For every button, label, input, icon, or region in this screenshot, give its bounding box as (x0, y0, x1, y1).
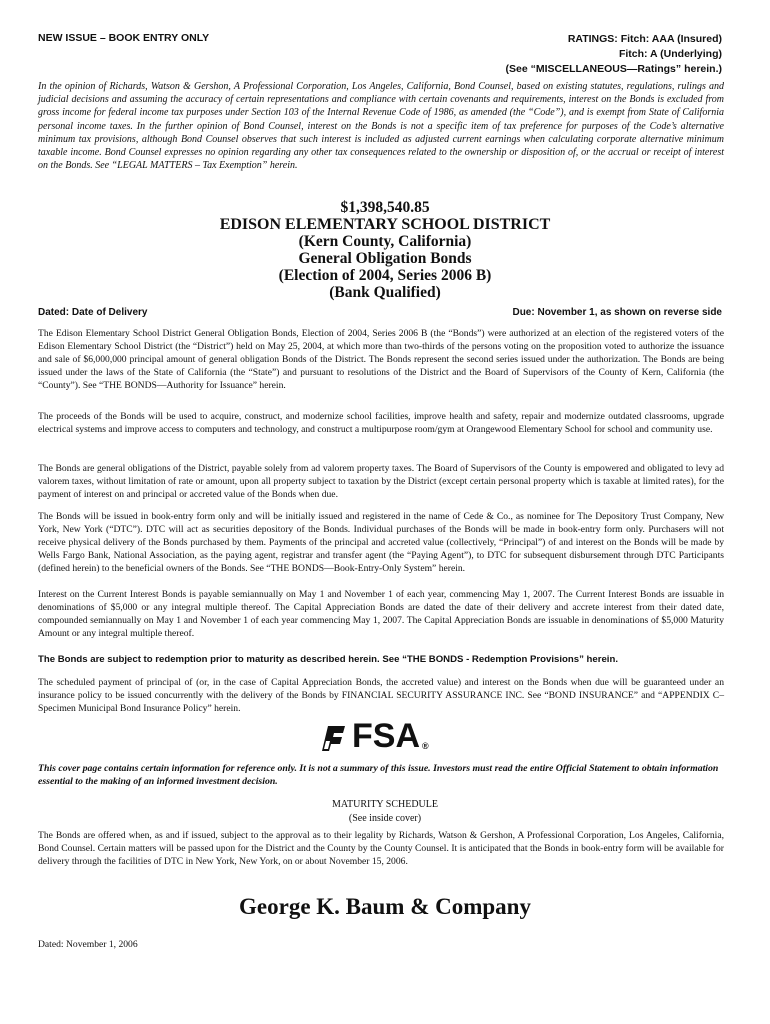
underwriter-name: George K. Baum & Company (239, 894, 531, 919)
dated-date: Dated: Date of Delivery (38, 307, 148, 318)
cover-page-note: This cover page contains certain information for reference only. It is not a summary of this issue. Investors must read the entire Official Statement to obtain information essential to the making of an informed investment decision. (38, 763, 719, 787)
fsa-logo (320, 719, 429, 753)
tax-opinion: In the opinion of Richards, Watson & Gershon, A Professional Corporation, Los Angeles, California, Bond Counsel, based on existing statutes, regulations, rulings and judicial decisions and assuming the accuracy of certain representations and compliance with certain covenants and requirements, interest on the Bonds is excluded from gross income for federal income tax purposes under Section 103 of the Internal Revenue Code of 1986, as amended (the “Code”), and is exempt from State of California personal income taxes. In the further opinion of Bond Counsel, interest on the Bonds is not a specific item of tax preference for purposes of the Code’s alternative minimum tax provisions, although Bond Counsel observes that such interest is included as adjusted current earnings when calculating corporate alternative minimum taxable income. Bond Counsel expresses no opinion regarding any other tax consequences related to the ownership or disposition of, or the accrual or receipt of interest on the Bonds. See “LEGAL MATTERS – Tax Exemption” herein. (38, 81, 724, 172)
security-paragraph: The Bonds are general obligations of the District, payable solely from ad valorem property taxes. The Board of Supervisors of the County is empowered and obligated to levy ad valorem taxes, without limitation of rate or amount, upon all property subject to taxation by the District (except certain personal property which is taxable at limited rates), for the payment of interest on and principal or accreted value of the Bonds when due. (38, 463, 724, 501)
book-entry-paragraph: The Bonds will be issued in book-entry form only and will be initially issued and registered in the name of Cede & Co., as nominee for The Depository Trust Company, New York, New York (“DTC”). DTC will act as securities depository of the Bonds. Individual purchases of the Bonds will be made in book-entry form only. Purchasers will not receive physical delivery of the Bonds purchased by them. Payments of the principal and accreted value (collectively, “Principal”) of and interest on the Bonds will be made by Wells Fargo Bank, National Association, as the paying agent, registrar and transfer agent (the “Paying Agent”), to DTC for subsequent disbursement through DTC Participants (defined herein) to the beneficial owners of the Bonds. See “THE BONDS—Book-Entry-Only System” herein. (38, 511, 724, 575)
bond-type: General Obligation Bonds (298, 250, 472, 267)
issue-amount: $1,398,540.85 (340, 199, 430, 216)
rating-underlying: Fitch: A (Underlying) (618, 48, 722, 60)
election-series: (Election of 2004, Series 2006 B) (278, 267, 492, 284)
county-name: (Kern County, California) (298, 233, 472, 250)
insurance-paragraph: The scheduled payment of principal of (or, in the case of Capital Appreciation Bonds, the accreted value) and interest on the Bonds when due will be guaranteed under an insurance policy to be issued concurrently with the delivery of the Bonds by FINANCIAL SECURITY ASSURANCE INC. See “BOND INSURANCE” and “APPENDIX C–Specimen Municipal Bond Insurance Policy” herein. (38, 677, 724, 715)
ratings-reference: (See “MISCELLANEOUS—Ratings” herein.) (505, 63, 722, 75)
redemption-paragraph: The Bonds are subject to redemption prior to maturity as described herein. See “THE BONDS - Redemption Provisions” herein. (38, 654, 619, 665)
due-date: Due: November 1, as shown on reverse side (512, 307, 722, 318)
interest-paragraph: Interest on the Current Interest Bonds is payable semiannually on May 1 and November 1 of each year, commencing May 1, 2007. The Current Interest Bonds are issuable in denominations of $5,000 or any integral multiple thereof. The Capital Appreciation Bonds are dated the date of their delivery and accrete interest from their dated date, compounded semiannually on May 1 and November 1 of each year commencing May 1, 2007. The Capital Appreciation Bonds are issuable in denominations of $5,000 Maturity Amount or any integral multiple thereof. (38, 589, 724, 640)
bank-qualified: (Bank Qualified) (329, 284, 441, 301)
issue-type: NEW ISSUE – BOOK ENTRY ONLY (38, 32, 210, 44)
maturity-heading: MATURITY SCHEDULE (331, 799, 438, 810)
ratings-block (506, 32, 722, 77)
rating-insured: RATINGS: Fitch: AAA (Insured) (567, 33, 722, 45)
document-date: Dated: November 1, 2006 (38, 939, 138, 950)
maturity-note: (See inside cover) (348, 813, 422, 824)
district-name: EDISON ELEMENTARY SCHOOL DISTRICT (219, 216, 551, 233)
fsa-wordmark: FSA (352, 717, 420, 755)
offering-paragraph: The Bonds are offered when, as and if issued, subject to the approval as to their legality by Richards, Watson & Gershon, A Professional Corporation, Los Angeles, California, Bond Counsel. Certain matters will be passed upon for the District and the County by the County Counsel. It is anticipated that the Bonds in book-entry form will be available for delivery through the facilities of DTC in New York, New York, on or about November 15, 2006. (38, 830, 724, 868)
registered-mark: ® (422, 741, 429, 751)
title-block (0, 199, 770, 301)
authorization-paragraph: The Edison Elementary School District General Obligation Bonds, Election of 2004, Series 2006 B (the “Bonds”) were authorized at an election of the registered voters of the Edison Elementary School District (the “District”) held on May 25, 2004, at which more than two-thirds of the persons voting on the proposition voted to authorize the issuance and sale of $6,000,000 principal amount of general obligation Bonds of the District. The Bonds represent the second series issued under the authorization. The Bonds are being issued under the laws of the State of California (the “State”) and pursuant to resolutions of the District and the Board of Supervisors of the County of Kern, California (the “County”). See “THE BONDS—Authority for Issuance” herein. (38, 328, 724, 392)
fsa-logo-icon (320, 723, 346, 753)
maturity-schedule (0, 798, 770, 826)
proceeds-paragraph: The proceeds of the Bonds will be used to acquire, construct, and modernize school facilities, improve health and safety, repair and modernize outdated classrooms, upgrade electrical systems and improve access to computers and technology, and construct a multipurpose room/gym at Orangewood Elementary School for school and community use. (38, 411, 724, 436)
